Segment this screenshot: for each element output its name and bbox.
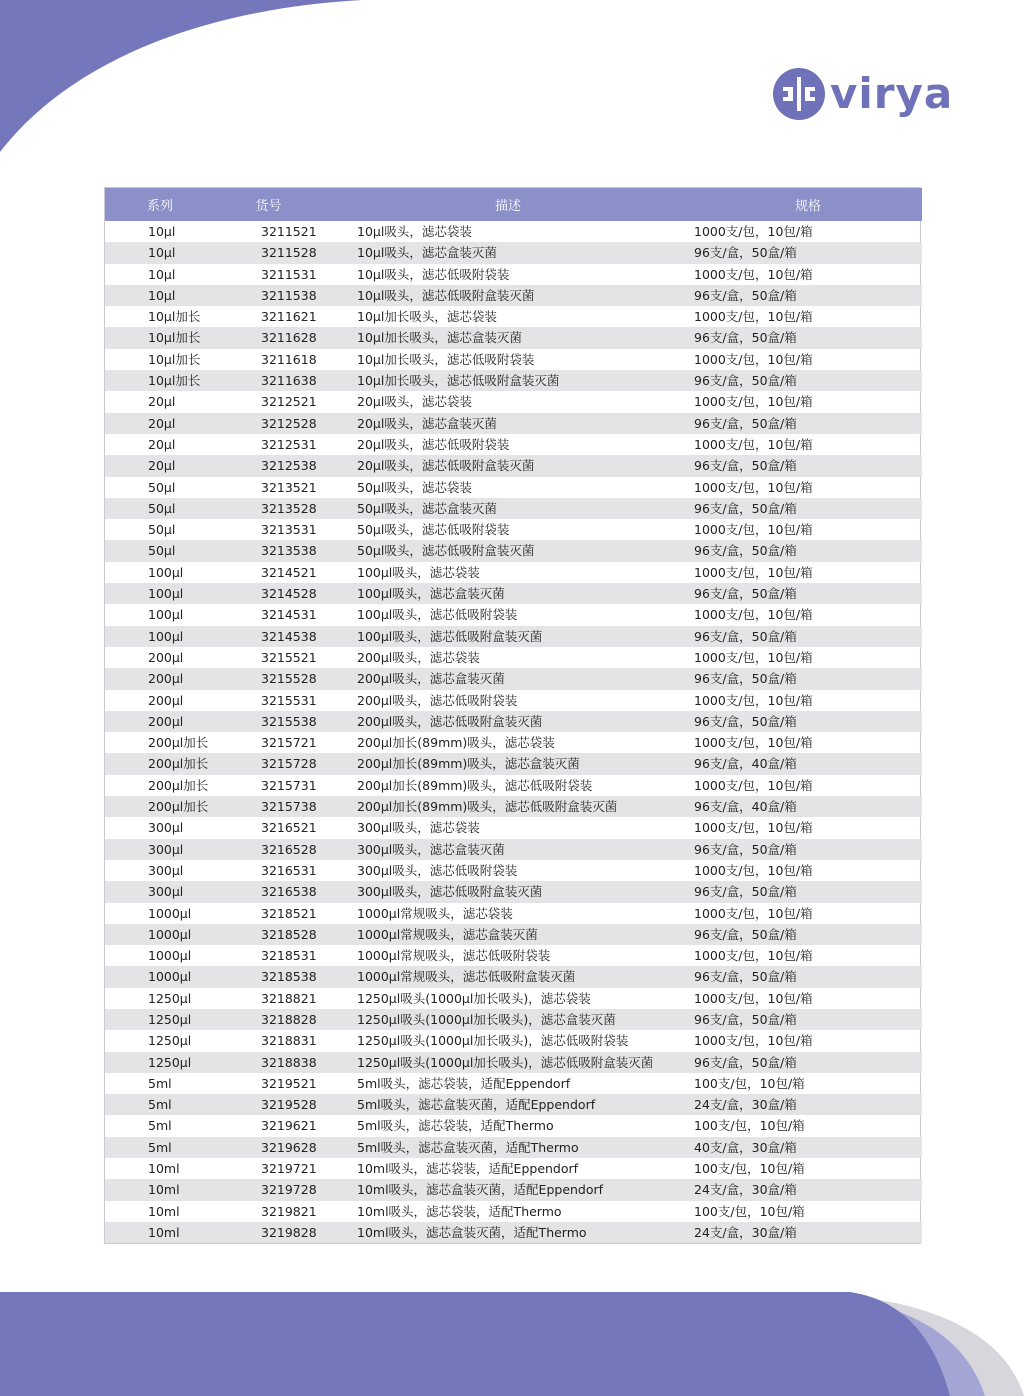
description-cell: 10ml吸头，滤芯盒装灭菌，适配Thermo (322, 1222, 694, 1243)
table-row (105, 732, 922, 753)
bottom-right-curve-light (780, 1292, 1024, 1396)
description-cell: 1000μl常规吸头，滤芯盒装灭菌 (322, 924, 694, 945)
specification-cell: 1000支/包，10包/箱 (694, 436, 813, 452)
table-row (105, 434, 922, 455)
description-cell: 1000μl常规吸头，滤芯袋装 (357, 905, 513, 921)
series-cell: 20μl (148, 436, 176, 452)
table-row (105, 924, 922, 945)
table-row (105, 221, 922, 242)
table-row (105, 711, 922, 732)
table-row (105, 988, 922, 1009)
description-cell: 10μl加长吸头，滤芯低吸附袋装 (357, 351, 535, 367)
specification-cell: 1000支/包，10包/箱 (694, 479, 813, 495)
description-cell: 1250μl吸头(1000μl加长吸头)，滤芯盒装灭菌 (322, 1009, 694, 1030)
series-cell: 200μl加长 (105, 796, 215, 817)
series-cell: 200μl加长 (148, 777, 209, 793)
specification-cell: 1000支/包，10包/箱 (694, 905, 813, 921)
specification-cell: 96支/盒，50盒/箱 (694, 242, 922, 263)
series-cell: 100μl (105, 583, 215, 604)
product-table-container (104, 187, 921, 1244)
specification-cell: 96支/盒，40盒/箱 (694, 796, 922, 817)
item-number-cell: 3214528 (215, 583, 322, 604)
table-row (105, 1094, 922, 1115)
item-number-cell: 3216538 (215, 881, 322, 902)
specification-cell: 24支/盒，30盒/箱 (694, 1179, 922, 1200)
item-number-cell: 3216521 (261, 820, 317, 836)
table-row (105, 413, 922, 434)
series-cell: 10μl (148, 266, 176, 282)
description-cell: 5ml吸头，滤芯袋装，适配Thermo (357, 1118, 554, 1134)
item-number-cell: 3214521 (261, 564, 317, 580)
table-row (105, 796, 922, 817)
table-row (105, 626, 922, 647)
item-number-cell: 3218531 (261, 948, 317, 964)
table-body (105, 221, 922, 1243)
description-cell: 200μl加长(89mm)吸头，滤芯袋装 (357, 735, 555, 751)
series-cell: 20μl (148, 394, 176, 410)
item-number-cell: 3213521 (261, 479, 317, 495)
item-number-cell: 3215538 (215, 711, 322, 732)
table-row (105, 881, 922, 902)
specification-cell: 1000支/包，10包/箱 (694, 1033, 813, 1049)
header-series: 系列 (105, 188, 215, 221)
table-row (105, 498, 922, 519)
table-row (105, 1115, 922, 1136)
item-number-cell: 3218828 (215, 1009, 322, 1030)
table-row (105, 1201, 922, 1222)
description-cell: 20μl吸头，滤芯盒装灭菌 (322, 413, 694, 434)
description-cell: 1250μl吸头(1000μl加长吸头)，滤芯袋装 (357, 990, 591, 1006)
table-row (105, 477, 922, 498)
item-number-cell: 3211638 (215, 370, 322, 391)
table-row (105, 839, 922, 860)
table-row (105, 391, 922, 412)
specification-cell: 24支/盒，30盒/箱 (694, 1094, 922, 1115)
specification-cell: 24支/盒，30盒/箱 (694, 1222, 922, 1243)
series-cell: 5ml (105, 1137, 215, 1158)
brand-name: virya (830, 69, 954, 118)
specification-cell: 1000支/包，10包/箱 (694, 820, 813, 836)
item-number-cell: 3218538 (215, 966, 322, 987)
table-row (105, 370, 922, 391)
series-cell: 200μl加长 (148, 735, 209, 751)
specification-cell: 1000支/包，10包/箱 (694, 735, 813, 751)
item-number-cell: 3214531 (261, 607, 317, 623)
item-number-cell: 3219628 (215, 1137, 322, 1158)
item-number-cell: 3211621 (261, 309, 317, 325)
item-number-cell: 3219821 (261, 1203, 317, 1219)
table-row (105, 647, 922, 668)
description-cell: 50μl吸头，滤芯低吸附盒装灭菌 (322, 540, 694, 561)
series-cell: 1250μl (148, 990, 192, 1006)
description-cell: 300μl吸头，滤芯低吸附盒装灭菌 (322, 881, 694, 902)
series-cell: 300μl (148, 862, 184, 878)
specification-cell: 96支/盒，50盒/箱 (694, 583, 922, 604)
table-row (105, 583, 922, 604)
table-row (105, 775, 922, 796)
bottom-band (0, 1292, 950, 1396)
item-number-cell: 3219528 (215, 1094, 322, 1115)
series-cell: 10μl加长 (105, 370, 215, 391)
description-cell: 200μl加长(89mm)吸头，滤芯低吸附盒装灭菌 (322, 796, 694, 817)
description-cell: 20μl吸头，滤芯低吸附袋装 (357, 436, 510, 452)
description-cell: 100μl吸头，滤芯盒装灭菌 (322, 583, 694, 604)
description-cell: 10μl吸头，滤芯盒装灭菌 (322, 242, 694, 263)
item-number-cell: 3218821 (261, 990, 317, 1006)
table-row (105, 306, 922, 327)
virya-logo-icon (772, 67, 826, 121)
series-cell: 1000μl (105, 966, 215, 987)
description-cell: 300μl吸头，滤芯低吸附袋装 (357, 862, 518, 878)
item-number-cell: 3219828 (215, 1222, 322, 1243)
item-number-cell: 3213528 (215, 498, 322, 519)
specification-cell: 96支/盒，50盒/箱 (694, 668, 922, 689)
description-cell: 300μl吸头，滤芯盒装灭菌 (322, 839, 694, 860)
series-cell: 5ml (148, 1075, 172, 1091)
description-cell: 5ml吸头，滤芯盒装灭菌，适配Thermo (322, 1137, 694, 1158)
specification-cell: 96支/盒，50盒/箱 (694, 966, 922, 987)
series-cell: 200μl (105, 668, 215, 689)
table-row (105, 349, 922, 370)
table-row (105, 1222, 922, 1243)
description-cell: 200μl吸头，滤芯袋装 (357, 649, 480, 665)
description-cell: 1000μl常规吸头，滤芯低吸附袋装 (357, 948, 551, 964)
specification-cell: 100支/包，10包/箱 (694, 1161, 805, 1177)
specification-cell: 1000支/包，10包/箱 (694, 692, 813, 708)
description-cell: 300μl吸头，滤芯袋装 (357, 820, 480, 836)
specification-cell: 96支/盒，50盒/箱 (694, 1009, 922, 1030)
description-cell: 200μl吸头，滤芯低吸附盒装灭菌 (322, 711, 694, 732)
item-number-cell: 3212521 (261, 394, 317, 410)
item-number-cell: 3211538 (215, 285, 322, 306)
series-cell: 50μl (148, 479, 176, 495)
item-number-cell: 3218528 (215, 924, 322, 945)
item-number-cell: 3218831 (261, 1033, 317, 1049)
description-cell: 100μl吸头，滤芯袋装 (357, 564, 480, 580)
item-number-cell: 3211618 (261, 351, 317, 367)
table-row (105, 817, 922, 838)
description-cell: 1000μl常规吸头，滤芯低吸附盒装灭菌 (322, 966, 694, 987)
description-cell: 1250μl吸头(1000μl加长吸头)，滤芯低吸附盒装灭菌 (322, 1052, 694, 1073)
table-row (105, 604, 922, 625)
specification-cell: 96支/盒，40盒/箱 (694, 753, 922, 774)
series-cell: 10ml (148, 1203, 180, 1219)
series-cell: 1250μl (105, 1009, 215, 1030)
description-cell: 10μl吸头，滤芯低吸附袋装 (357, 266, 510, 282)
table-row (105, 455, 922, 476)
series-cell: 50μl (105, 540, 215, 561)
header-specification: 规格 (694, 188, 922, 221)
specification-cell: 96支/盒，50盒/箱 (694, 540, 922, 561)
series-cell: 10μl加长 (148, 309, 201, 325)
series-cell: 200μl加长 (105, 753, 215, 774)
item-number-cell: 3215731 (261, 777, 317, 793)
item-number-cell: 3215528 (215, 668, 322, 689)
description-cell: 10ml吸头，滤芯盒装灭菌，适配Eppendorf (322, 1179, 694, 1200)
specification-cell: 40支/盒，30盒/箱 (694, 1137, 922, 1158)
series-cell: 50μl (148, 522, 176, 538)
specification-cell: 100支/包，10包/箱 (694, 1075, 805, 1091)
description-cell: 50μl吸头，滤芯袋装 (357, 479, 472, 495)
item-number-cell: 3211528 (215, 242, 322, 263)
table-row (105, 285, 922, 306)
specification-cell: 96支/盒，50盒/箱 (694, 924, 922, 945)
item-number-cell: 3215721 (261, 735, 317, 751)
specification-cell: 1000支/包，10包/箱 (694, 351, 813, 367)
item-number-cell: 3216531 (261, 862, 317, 878)
description-cell: 10μl吸头，滤芯低吸附盒装灭菌 (322, 285, 694, 306)
table-row (105, 264, 922, 285)
specification-cell: 96支/盒，50盒/箱 (694, 1052, 922, 1073)
item-number-cell: 3211628 (215, 327, 322, 348)
description-cell: 200μl加长(89mm)吸头，滤芯盒装灭菌 (322, 753, 694, 774)
description-cell: 10ml吸头，滤芯袋装，适配Thermo (357, 1203, 562, 1219)
description-cell: 5ml吸头，滤芯袋装，适配Eppendorf (357, 1075, 571, 1091)
series-cell: 300μl (105, 881, 215, 902)
specification-cell: 100支/包，10包/箱 (694, 1203, 805, 1219)
header-description: 描述 (322, 188, 694, 221)
table-row (105, 1052, 922, 1073)
header-item-number: 货号 (215, 188, 322, 221)
specification-cell: 1000支/包，10包/箱 (694, 862, 813, 878)
table-row (105, 540, 922, 561)
series-cell: 5ml (148, 1118, 172, 1134)
table-row (105, 903, 922, 924)
item-number-cell: 3219721 (261, 1161, 317, 1177)
series-cell: 1000μl (148, 905, 192, 921)
table-row (105, 1009, 922, 1030)
item-number-cell: 3212528 (215, 413, 322, 434)
item-number-cell: 3213531 (261, 522, 317, 538)
series-cell: 1000μl (105, 924, 215, 945)
top-left-swoosh (0, 0, 362, 152)
item-number-cell: 3214538 (215, 626, 322, 647)
specification-cell: 1000支/包，10包/箱 (694, 309, 813, 325)
specification-cell: 1000支/包，10包/箱 (694, 394, 813, 410)
series-cell: 10μl (105, 285, 215, 306)
specification-cell: 1000支/包，10包/箱 (694, 564, 813, 580)
item-number-cell: 3219621 (261, 1118, 317, 1134)
specification-cell: 100支/包，10包/箱 (694, 1118, 805, 1134)
series-cell: 20μl (105, 413, 215, 434)
description-cell: 10μl加长吸头，滤芯低吸附盒装灭菌 (322, 370, 694, 391)
series-cell: 200μl (148, 649, 184, 665)
specification-cell: 96支/盒，50盒/箱 (694, 327, 922, 348)
specification-cell: 1000支/包，10包/箱 (694, 649, 813, 665)
series-cell: 5ml (105, 1094, 215, 1115)
description-cell: 200μl加长(89mm)吸头，滤芯低吸附袋装 (357, 777, 593, 793)
description-cell: 100μl吸头，滤芯低吸附袋装 (357, 607, 518, 623)
specification-cell: 96支/盒，50盒/箱 (694, 626, 922, 647)
description-cell: 10μl加长吸头，滤芯盒装灭菌 (322, 327, 694, 348)
description-cell: 20μl吸头，滤芯低吸附盒装灭菌 (322, 455, 694, 476)
specification-cell: 1000支/包，10包/箱 (694, 607, 813, 623)
specification-cell: 1000支/包，10包/箱 (694, 990, 813, 1006)
brand-logo (772, 66, 962, 122)
specification-cell: 96支/盒，50盒/箱 (694, 711, 922, 732)
specification-cell: 1000支/包，10包/箱 (694, 224, 813, 239)
item-number-cell: 3215531 (261, 692, 317, 708)
item-number-cell: 3213538 (215, 540, 322, 561)
series-cell: 300μl (148, 820, 184, 836)
series-cell: 1250μl (148, 1033, 192, 1049)
table-row (105, 562, 922, 583)
series-cell: 100μl (148, 564, 184, 580)
description-cell: 1250μl吸头(1000μl加长吸头)，滤芯低吸附袋装 (357, 1033, 629, 1049)
description-cell: 200μl吸头，滤芯低吸附袋装 (357, 692, 518, 708)
specification-cell: 96支/盒，50盒/箱 (694, 370, 922, 391)
series-cell: 300μl (105, 839, 215, 860)
specification-cell: 96支/盒，50盒/箱 (694, 881, 922, 902)
specification-cell: 96支/盒，50盒/箱 (694, 413, 922, 434)
table-row (105, 1179, 922, 1200)
table-row (105, 1073, 922, 1094)
item-number-cell: 3216528 (215, 839, 322, 860)
description-cell: 20μl吸头，滤芯袋装 (357, 394, 472, 410)
specification-cell: 1000支/包，10包/箱 (694, 777, 813, 793)
series-cell: 1000μl (148, 948, 192, 964)
description-cell: 50μl吸头，滤芯低吸附袋装 (357, 522, 510, 538)
series-cell: 10ml (105, 1222, 215, 1243)
item-number-cell: 3212538 (215, 455, 322, 476)
series-cell: 20μl (105, 455, 215, 476)
series-cell: 100μl (148, 607, 184, 623)
item-number-cell: 3219521 (261, 1075, 317, 1091)
table-row (105, 1030, 922, 1051)
specification-cell: 1000支/包，10包/箱 (694, 266, 813, 282)
table-row (105, 966, 922, 987)
specification-cell: 1000支/包，10包/箱 (694, 522, 813, 538)
description-cell: 10μl吸头，滤芯袋装 (357, 224, 472, 239)
item-number-cell: 3212531 (261, 436, 317, 452)
item-number-cell: 3215728 (215, 753, 322, 774)
series-cell: 200μl (148, 692, 184, 708)
series-cell: 10ml (148, 1161, 180, 1177)
description-cell: 50μl吸头，滤芯盒装灭菌 (322, 498, 694, 519)
table-row (105, 1158, 922, 1179)
table-row (105, 1137, 922, 1158)
item-number-cell: 3218521 (261, 905, 317, 921)
series-cell: 200μl (105, 711, 215, 732)
specification-cell: 96支/盒，50盒/箱 (694, 839, 922, 860)
table-row (105, 945, 922, 966)
item-number-cell: 3218838 (215, 1052, 322, 1073)
table-header-row (105, 188, 922, 221)
description-cell: 100μl吸头，滤芯低吸附盒装灭菌 (322, 626, 694, 647)
table-row (105, 519, 922, 540)
series-cell: 10μl (105, 242, 215, 263)
table-row (105, 668, 922, 689)
specification-cell: 96支/盒，50盒/箱 (694, 285, 922, 306)
product-table (105, 188, 922, 1243)
table-row (105, 242, 922, 263)
table-row (105, 690, 922, 711)
table-row (105, 753, 922, 774)
item-number-cell: 3211531 (261, 266, 317, 282)
series-cell: 50μl (105, 498, 215, 519)
specification-cell: 96支/盒，50盒/箱 (694, 455, 922, 476)
item-number-cell: 3215521 (261, 649, 317, 665)
series-cell: 10μl加长 (148, 351, 201, 367)
description-cell: 5ml吸头，滤芯盒装灭菌，适配Eppendorf (322, 1094, 694, 1115)
series-cell: 1250μl (105, 1052, 215, 1073)
table-row (105, 327, 922, 348)
table-row (105, 860, 922, 881)
item-number-cell: 3215738 (215, 796, 322, 817)
description-cell: 10ml吸头，滤芯袋装，适配Eppendorf (357, 1161, 579, 1177)
bottom-right-curve-mid (760, 1292, 985, 1396)
series-cell: 10μl (148, 224, 176, 239)
series-cell: 100μl (105, 626, 215, 647)
description-cell: 200μl吸头，滤芯盒装灭菌 (322, 668, 694, 689)
item-number-cell: 3219728 (215, 1179, 322, 1200)
specification-cell: 96支/盒，50盒/箱 (694, 498, 922, 519)
item-number-cell: 3211521 (261, 224, 317, 239)
specification-cell: 1000支/包，10包/箱 (694, 948, 813, 964)
series-cell: 10ml (105, 1179, 215, 1200)
description-cell: 10μl加长吸头，滤芯袋装 (357, 309, 497, 325)
series-cell: 10μl加长 (105, 327, 215, 348)
